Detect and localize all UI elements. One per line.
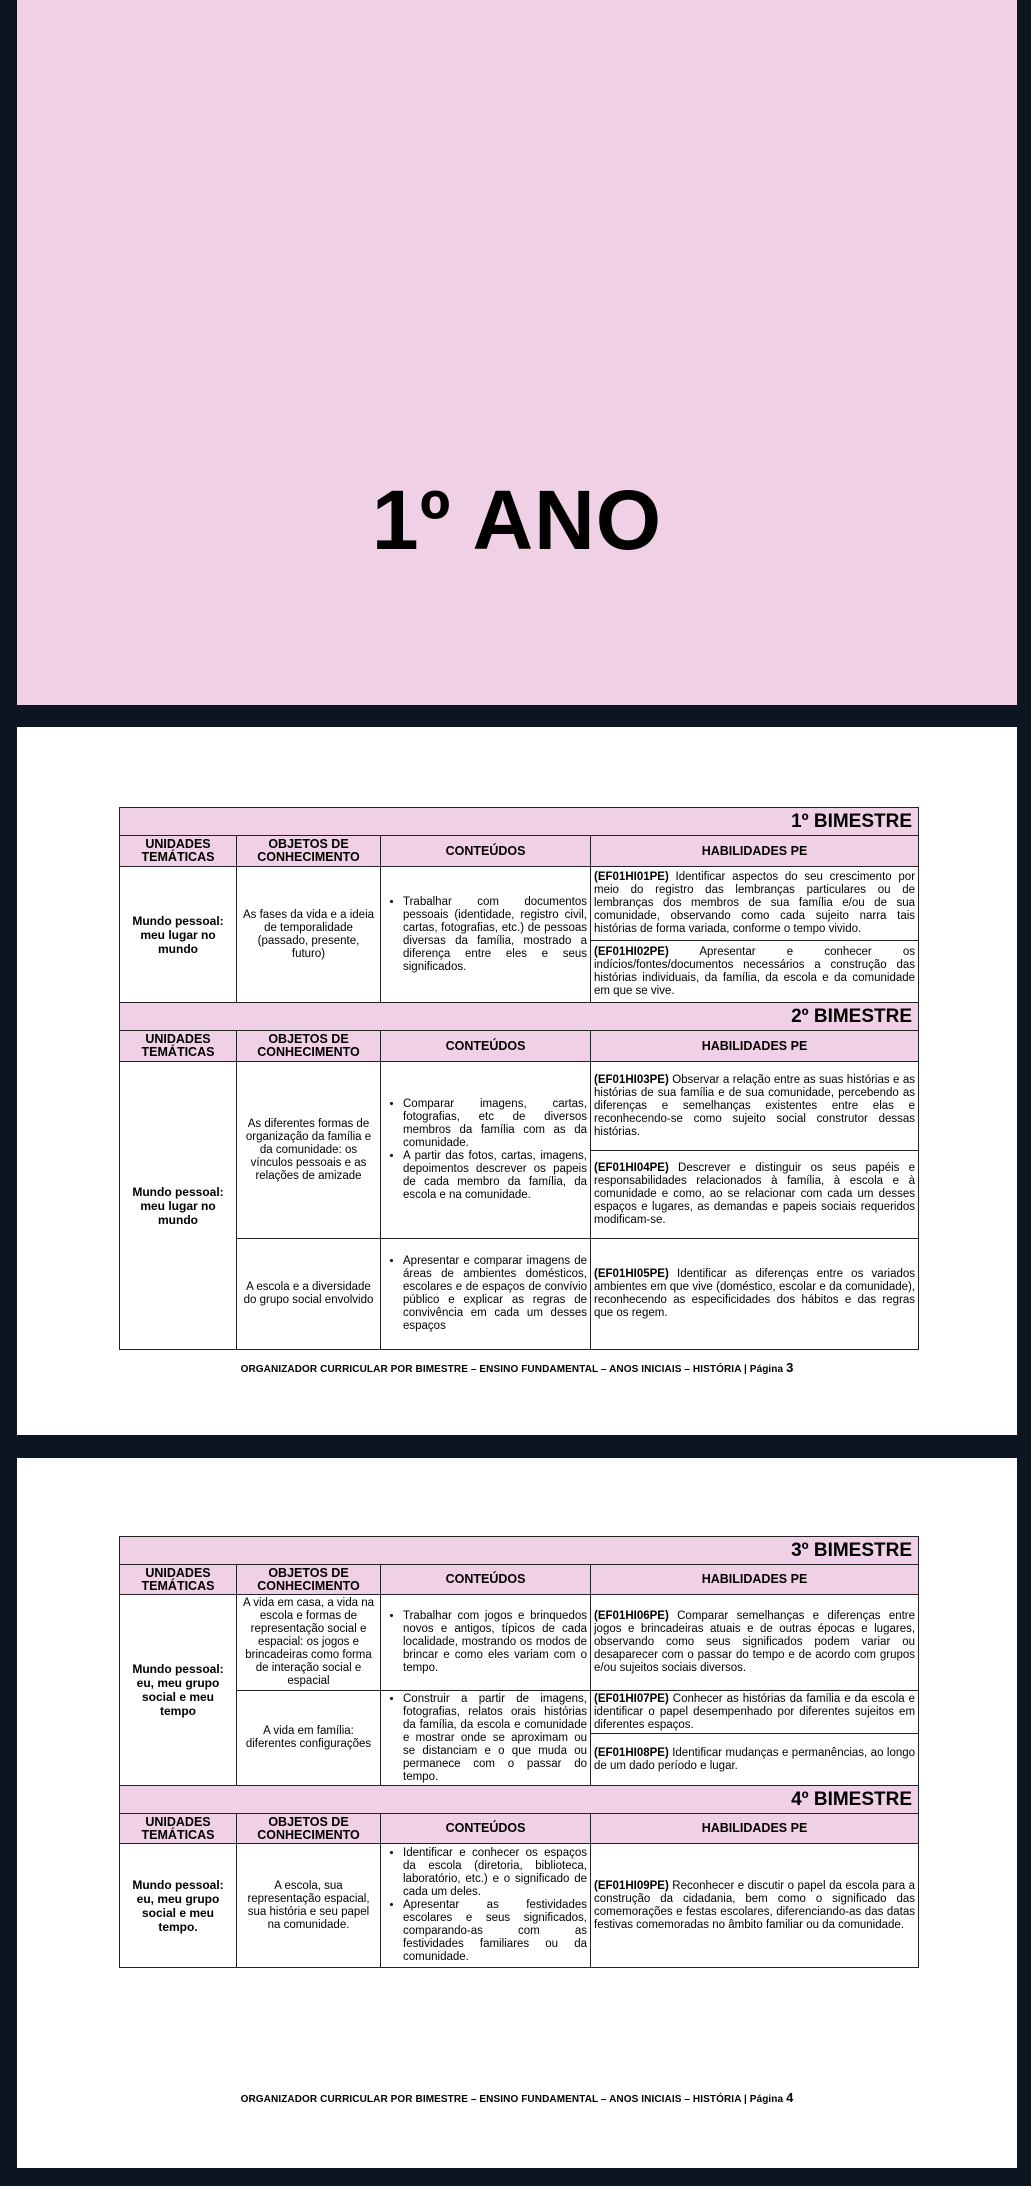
content-item: • Trabalhar com documentos pessoais (identidade, registro civil, cartas, fotografias, etc.) de pessoas diversas da família, mostrado a diferença entre eles e seus significados.	[403, 896, 587, 974]
skill-cell	[591, 1239, 919, 1350]
header-conteudos: CONTEÚDOS	[381, 1814, 591, 1844]
header-habilidades: HABILIDADES PE	[591, 1814, 919, 1844]
bimester-title: 4º BIMESTRE	[120, 1786, 919, 1814]
header-habilidades: HABILIDADES PE	[591, 836, 919, 867]
knowledge-object: As diferentes formas de organização da família e da comunidade: os vínculos pessoais e as relações de amizade	[237, 1062, 381, 1239]
content-item: • Construir a partir de imagens, fotografias, relatos orais histórias da família, da escola e comunidade e mostrar onde se aproximam ou se distanciam e o que muda ou permanece com o passar do tempo.	[403, 1693, 587, 1784]
content-cell	[381, 1239, 591, 1350]
content-item: • Apresentar as festividades escolares e seus significados, comparando-as com as festividades familiares ou da comunidade.	[403, 1899, 587, 1964]
skill-text: Conhecer as histórias da família e da escola e identificar o papel desempenhado por diferentes sujeitos em diferentes espaços.	[594, 1692, 916, 1731]
thematic-unit: Mundo pessoal: meu lugar no mundo	[120, 1062, 237, 1350]
header-habilidades: HABILIDADES PE	[591, 1565, 919, 1595]
cover-title: 1º ANO	[371, 473, 663, 567]
skill-text: Observar a relação entre as suas histórias e as histórias de sua família e de sua comunidade, percebendo as diferenças e semelhanças existentes entre elas e reconhecendo-se como sujeito social construtor dessas histórias.	[594, 1073, 916, 1138]
header-habilidades: HABILIDADES PE	[591, 1031, 919, 1062]
content-cell	[381, 1691, 591, 1786]
content-cell	[381, 1595, 591, 1691]
bimester-title: 2º BIMESTRE	[120, 1003, 919, 1031]
thematic-unit: Mundo pessoal: eu, meu grupo social e meu tempo.	[120, 1844, 237, 1968]
content-item: • Identificar e conhecer os espaços da escola (diretoria, biblioteca, laboratório, etc.) e o significado de cada um deles.	[403, 1847, 587, 1899]
header-objetos: OBJETOS DE CONHECIMENTO	[237, 1814, 381, 1844]
skill-cell	[591, 1734, 919, 1786]
footer-text: ORGANIZADOR CURRICULAR POR BIMESTRE – ENSINO FUNDAMENTAL – ANOS INICIAIS – HISTÓRIA | Página	[240, 1364, 787, 1375]
knowledge-object: A vida em família: diferentes configurações	[237, 1691, 381, 1786]
cover-page	[17, 0, 1017, 705]
thematic-unit: Mundo pessoal: meu lugar no mundo	[120, 867, 237, 1003]
knowledge-object: A escola e a diversidade do grupo social envolvido	[237, 1239, 381, 1350]
bimester-title: 3º BIMESTRE	[120, 1537, 919, 1565]
header-unidades: UNIDADES TEMÁTICAS	[120, 836, 237, 867]
content-item: • Apresentar e comparar imagens de áreas de ambientes domésticos, escolares e de espaços de convívio público e explicar as regras de convivência em cada um desses espaços	[403, 1255, 587, 1333]
skill-code: (EF01HI02PE)	[594, 945, 669, 958]
skill-cell	[591, 867, 919, 941]
page-footer	[17, 1360, 1017, 1375]
header-unidades: UNIDADES TEMÁTICAS	[120, 1031, 237, 1062]
skill-cell	[591, 1691, 919, 1734]
header-conteudos: CONTEÚDOS	[381, 1565, 591, 1595]
skill-code: (EF01HI01PE)	[594, 871, 669, 883]
skill-code: (EF01HI08PE)	[594, 1746, 669, 1759]
header-conteudos: CONTEÚDOS	[381, 1031, 591, 1062]
bimester-title: 1º BIMESTRE	[120, 808, 919, 836]
skill-text: Descrever e distinguir os seus papéis e responsabilidades relacionados à família, à escola e à comunidade e como, ao se relacionar com cada um desses espaços e lugares, as demandas e papeis sociais requeridos modificam-se.	[594, 1162, 916, 1226]
skill-text: Reconhecer e discutir o papel da escola para a construção da cidadania, bem como o significado das comemorações e festas escolares, diferenciando-as das datas festivas comemoradas no âmbito familiar ou da comunidade.	[594, 1879, 916, 1931]
skill-code: (EF01HI05PE)	[594, 1268, 669, 1280]
page-4	[17, 1458, 1017, 2168]
curriculum-table-b1-b2	[119, 807, 919, 1350]
skill-cell	[591, 1062, 919, 1151]
curriculum-table-b3-b4	[119, 1536, 919, 1968]
content-cell	[381, 867, 591, 1003]
skill-cell	[591, 1151, 919, 1239]
header-conteudos: CONTEÚDOS	[381, 836, 591, 867]
skill-cell	[591, 1595, 919, 1691]
skill-code: (EF01HI09PE)	[594, 1879, 669, 1892]
header-objetos: OBJETOS DE CONHECIMENTO	[237, 1031, 381, 1062]
page-number: 4	[786, 2090, 794, 2105]
content-item: • Comparar imagens, cartas, fotografias, etc de diversos membros da família com as da comunidade.	[403, 1098, 587, 1150]
header-unidades: UNIDADES TEMÁTICAS	[120, 1814, 237, 1844]
content-item: • A partir das fotos, cartas, imagens, depoimentos descrever os papeis de cada membro da família, da escola e na comunidade.	[403, 1150, 587, 1202]
skill-code: (EF01HI04PE)	[594, 1162, 669, 1174]
page-footer	[17, 2090, 1017, 2105]
skill-text: Identificar as diferenças entre os variados ambientes em que vive (doméstico, escolar e da comunidade), reconhecendo as especificidades dos hábitos e das regras que os regem.	[594, 1268, 916, 1319]
header-objetos: OBJETOS DE CONHECIMENTO	[237, 1565, 381, 1595]
content-cell	[381, 1844, 591, 1968]
skill-code: (EF01HI07PE)	[594, 1692, 669, 1705]
skill-text: Apresentar e conhecer os indícios/fontes/documentos necessários a construção das histórias individuais, da família, da escola e da comunidade em que se vive.	[594, 945, 916, 997]
knowledge-object: A escola, sua representação espacial, sua história e seu papel na comunidade.	[237, 1844, 381, 1968]
header-unidades: UNIDADES TEMÁTICAS	[120, 1565, 237, 1595]
page-number: 3	[786, 1360, 794, 1375]
header-objetos: OBJETOS DE CONHECIMENTO	[237, 836, 381, 867]
skill-text: Identificar mudanças e permanências, ao longo de um dado período e lugar.	[594, 1746, 916, 1772]
skill-cell	[591, 941, 919, 1003]
knowledge-object: As fases da vida e a ideia de temporalidade (passado, presente, futuro)	[237, 867, 381, 1003]
skill-cell	[591, 1844, 919, 1968]
content-item: • Trabalhar com jogos e brinquedos novos e antigos, típicos de cada localidade, mostrando os modos de brincar e como eles variam com o tempo.	[403, 1610, 587, 1675]
knowledge-object: A vida em casa, a vida na escola e formas de representação social e espacial: os jogos e brincadeiras como forma de interação social e espacial	[237, 1595, 381, 1691]
skill-text: Comparar semelhanças e diferenças entre jogos e brincadeiras atuais e de outras épocas e lugares, observando como seus significados podem variar ou desaparecer com o passar do tempo e de acordo com grupos e/ou sujeitos sociais diversos.	[594, 1610, 916, 1674]
skill-code: (EF01HI06PE)	[594, 1610, 669, 1622]
thematic-unit: Mundo pessoal: eu, meu grupo social e meu tempo	[120, 1595, 237, 1786]
skill-text: Identificar aspectos do seu crescimento por meio do registro das lembranças particulares ou de lembranças dos membros de sua família e/ou de sua comunidade, observando como cada sujeito narra tais histórias de forma variada, conforme o tempo vivido.	[594, 871, 916, 935]
footer-text: ORGANIZADOR CURRICULAR POR BIMESTRE – ENSINO FUNDAMENTAL – ANOS INICIAIS – HISTÓRIA | Página	[240, 2094, 787, 2105]
content-cell	[381, 1062, 591, 1239]
page-3	[17, 727, 1017, 1435]
skill-code: (EF01HI03PE)	[594, 1073, 669, 1086]
